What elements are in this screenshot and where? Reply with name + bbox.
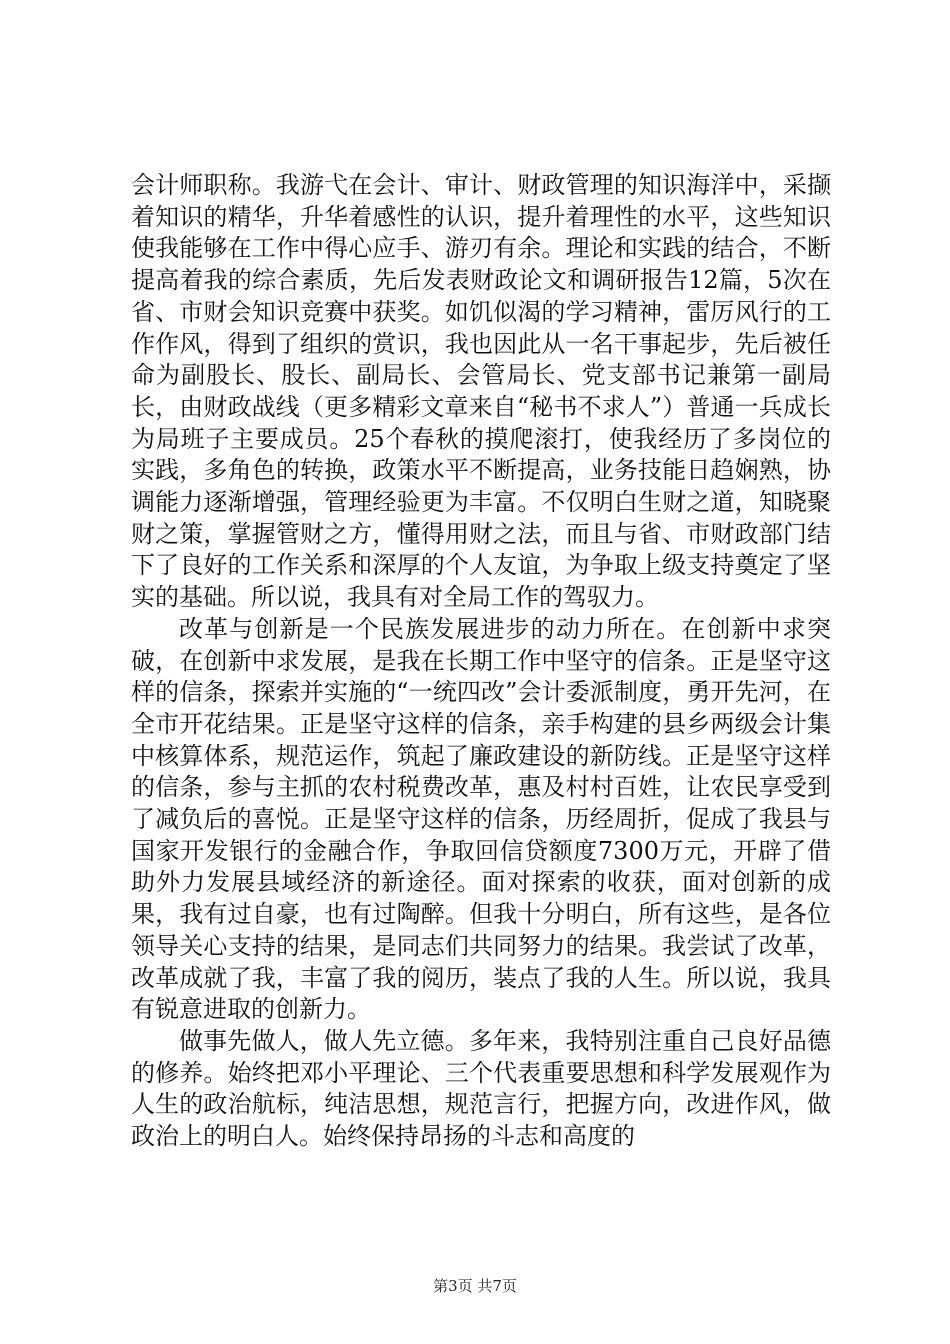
paragraph-2: 改革与创新是一个民族发展进步的动力所在。在创新中求突破，在创新中求发展，是我在长期工作中坚守的信条。正是坚守这样的信条，探索并实施的“一统四改”会计委派制度，勇开先河，在全市开花结果。正是坚守这样的信条，亲手构建的县乡两级会计集中核算体系，规范运作，筑起了廉政建设的新防线。正是坚守这样的信条，参与主抓的农村税费改革，惠及村村百姓，让农民享受到了减负后的喜悦。正是坚守这样的信条，历经周折，促成了我县与国家开发银行的金融合作，争取回信贷额度7300万元，开辟了借助外力发展县域经济的新途径。面对探索的收获，面对创新的成果，我有过自豪，也有过陶醉。但我十分明白，所有这些，是各位领导关心支持的结果，是同志们共同努力的结果。我尝试了改革，改革成就了我，丰富了我的阅历，装点了我的人生。所以说，我具有锐意进取的创新力。 bbox=[131, 614, 831, 1024]
paragraph-3: 做事先做人，做人先立德。多年来，我特别注重自己良好品德的修养。始终把邓小平理论、三个代表重要思想和科学发展观作为人生的政治航标，纯洁思想，规范言行，把握方向，改进作风，做政治上的明白人。始终保持昂扬的斗志和高度的 bbox=[131, 1026, 831, 1151]
document-body bbox=[131, 170, 831, 1153]
page-footer: 第3页 共7页 bbox=[433, 1277, 517, 1295]
paragraph-1: 会计师职称。我游弋在会计、审计、财政管理的知识海洋中，采撷着知识的精华，升华着感性的认识，提升着理性的水平，这些知识使我能够在工作中得心应手、游刃有余。理论和实践的结合，不断提高着我的综合素质，先后发表财政论文和调研报告12篇，5次在省、市财会知识竞赛中获奖。如饥似渴的学习精神，雷厉风行的工作作风，得到了组织的赏识，我也因此从一名干事起步，先后被任命为副股长、股长、副局长、会管局长、党支部书记兼第一副局长，由财政战线（更多精彩文章来自“秘书不求人”）普通一兵成长为局班子主要成员。25个春秋的摸爬滚打，使我经历了多岗位的实践，多角色的转换，政策水平不断提高，业务技能日趋娴熟，协调能力逐渐增强，管理经验更为丰富。不仅明白生财之道，知晓聚财之策，掌握管财之方，懂得用财之法，而且与省、市财政部门结下了良好的工作关系和深厚的个人友谊，为争取上级支持奠定了坚实的基础。所以说，我具有对全局工作的驾驭力。 bbox=[131, 171, 831, 612]
